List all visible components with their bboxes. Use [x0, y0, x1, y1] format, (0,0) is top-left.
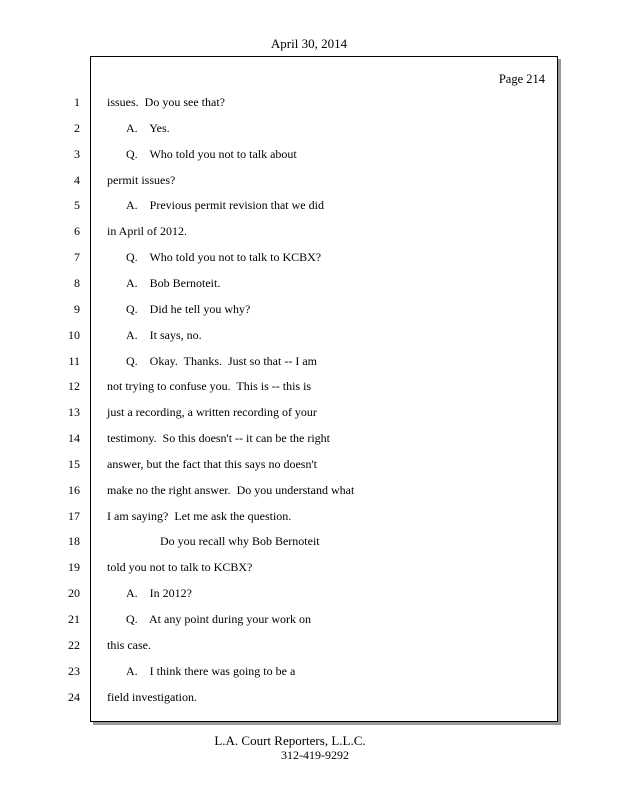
line-number: 4: [74, 173, 80, 187]
page-number: Page 214: [498, 72, 545, 86]
transcript-line-text: permit issues?: [107, 173, 176, 187]
transcript-line-text: A. Previous permit revision that we did: [126, 198, 324, 212]
line-number: 11: [68, 354, 80, 368]
transcript-line-text: A. Bob Bernoteit.: [126, 276, 221, 290]
transcript-line-text: in April of 2012.: [107, 224, 187, 238]
line-number: 16: [68, 483, 80, 497]
line-number: 5: [74, 198, 80, 212]
line-number: 19: [68, 560, 80, 574]
line-number: 21: [68, 612, 80, 626]
line-number: 3: [74, 147, 80, 161]
transcript-line-text: Q. Did he tell you why?: [126, 302, 251, 316]
transcript-line-text: Do you recall why Bob Bernoteit: [160, 534, 320, 548]
transcript-date: April 30, 2014: [270, 36, 348, 51]
line-number: 24: [68, 690, 80, 704]
line-number: 22: [68, 638, 80, 652]
line-number: 12: [68, 379, 80, 393]
line-number: 17: [68, 509, 80, 523]
transcript-line-text: make no the right answer. Do you understand what: [107, 483, 355, 497]
line-number: 8: [74, 276, 80, 290]
transcript-line-text: I am saying? Let me ask the question.: [107, 509, 292, 523]
footer-company: L.A. Court Reporters, L.L.C.: [214, 733, 366, 748]
transcript-line-text: Q. Who told you not to talk about: [126, 147, 297, 161]
transcript-line-text: answer, but the fact that this says no doesn't: [107, 457, 317, 471]
transcript-line-text: told you not to talk to KCBX?: [107, 560, 253, 574]
line-number: 15: [68, 457, 80, 471]
line-number: 14: [68, 431, 80, 445]
transcript-line-text: Q. Okay. Thanks. Just so that -- I am: [126, 354, 317, 368]
line-number: 20: [68, 586, 80, 600]
transcript-line-text: this case.: [107, 638, 151, 652]
transcript-line-text: A. I think there was going to be a: [126, 664, 296, 678]
transcript-line-text: Q. Who told you not to talk to KCBX?: [126, 250, 322, 264]
line-number: 9: [74, 302, 80, 316]
transcript-line-text: issues. Do you see that?: [107, 95, 225, 109]
line-number: 7: [74, 250, 80, 264]
transcript-line-text: A. It says, no.: [126, 328, 202, 342]
transcript-line-text: A. In 2012?: [126, 586, 192, 600]
transcript-line-text: not trying to confuse you. This is -- this is: [107, 379, 312, 393]
line-number: 18: [68, 534, 80, 548]
transcript-line-text: testimony. So this doesn't -- it can be the right: [107, 431, 331, 445]
transcript-line-text: field investigation.: [107, 690, 197, 704]
transcript-line-text: just a recording, a written recording of your: [107, 405, 317, 419]
footer-phone: 312-419-9292: [281, 748, 349, 762]
transcript-line-text: A. Yes.: [126, 121, 170, 135]
transcript-line-text: Q. At any point during your work on: [126, 612, 311, 626]
line-number: 1: [74, 95, 80, 109]
line-number: 13: [68, 405, 80, 419]
line-number: 23: [68, 664, 80, 678]
line-number: 2: [74, 121, 80, 135]
line-number: 6: [74, 224, 80, 238]
line-number: 10: [68, 328, 80, 342]
